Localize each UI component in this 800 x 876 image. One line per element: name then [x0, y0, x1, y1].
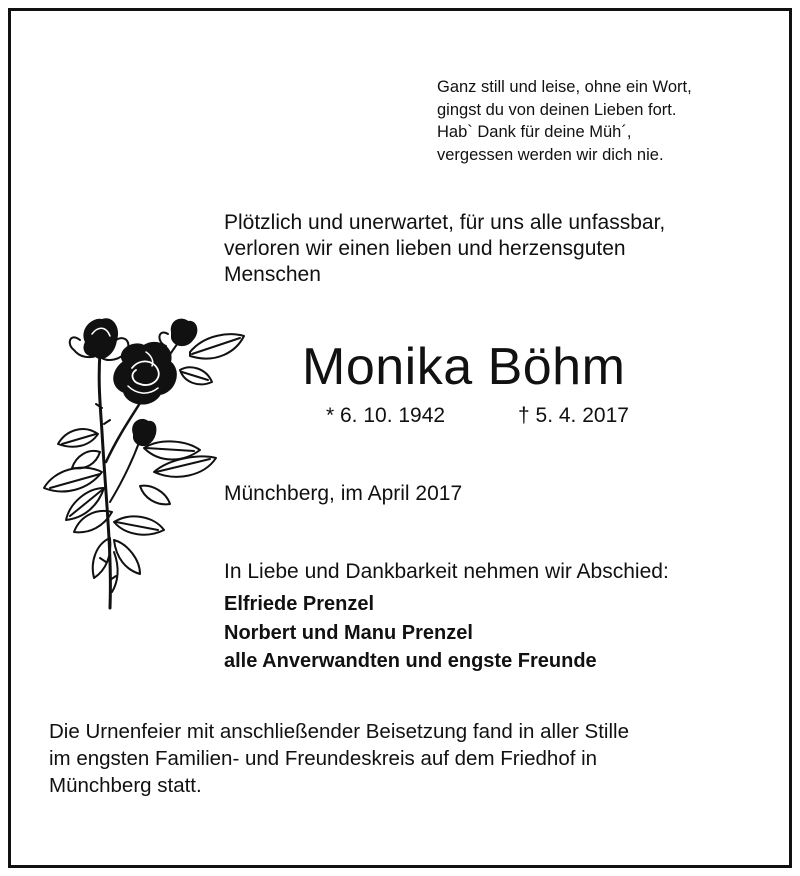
intro-text: [224, 210, 665, 288]
rose-icon: [40, 312, 250, 612]
mourner-name: Elfriede Prenzel: [224, 593, 375, 615]
deceased-name: Monika Böhm: [302, 338, 626, 396]
mourner-name: Norbert und Manu Prenzel: [224, 621, 473, 644]
farewell-line: In Liebe und Dankbarkeit nehmen wir Abschied:: [224, 560, 669, 583]
funeral-line: Münchberg statt.: [49, 774, 202, 797]
birth-date: * 6. 10. 1942: [326, 404, 446, 427]
memorial-poem: [437, 76, 692, 166]
intro-line: Plötzlich und unerwartet, für uns alle unfassbar,: [224, 211, 666, 234]
intro-line: verloren wir einen lieben und herzensguten: [224, 237, 626, 260]
intro-line: Menschen: [224, 263, 321, 286]
poem-line: vergessen werden wir dich nie.: [437, 145, 664, 164]
funeral-notice: [49, 718, 629, 799]
death-date: † 5. 4. 2017: [518, 404, 629, 427]
poem-line: Ganz still und leise, ohne ein Wort,: [437, 78, 692, 96]
poem-line: Hab` Dank für deine Müh´,: [437, 123, 632, 141]
place-date: Münchberg, im April 2017: [224, 482, 463, 505]
funeral-line: Die Urnenfeier mit anschließender Beisetzung fand in aller Stille: [49, 720, 629, 743]
poem-line: gingst du von deinen Lieben fort.: [437, 100, 677, 119]
mourners-list: [224, 590, 597, 676]
funeral-line: im engsten Familien- und Freundeskreis auf dem Friedhof in: [49, 747, 598, 770]
mourner-name: alle Anverwandten und engste Freunde: [224, 650, 597, 672]
